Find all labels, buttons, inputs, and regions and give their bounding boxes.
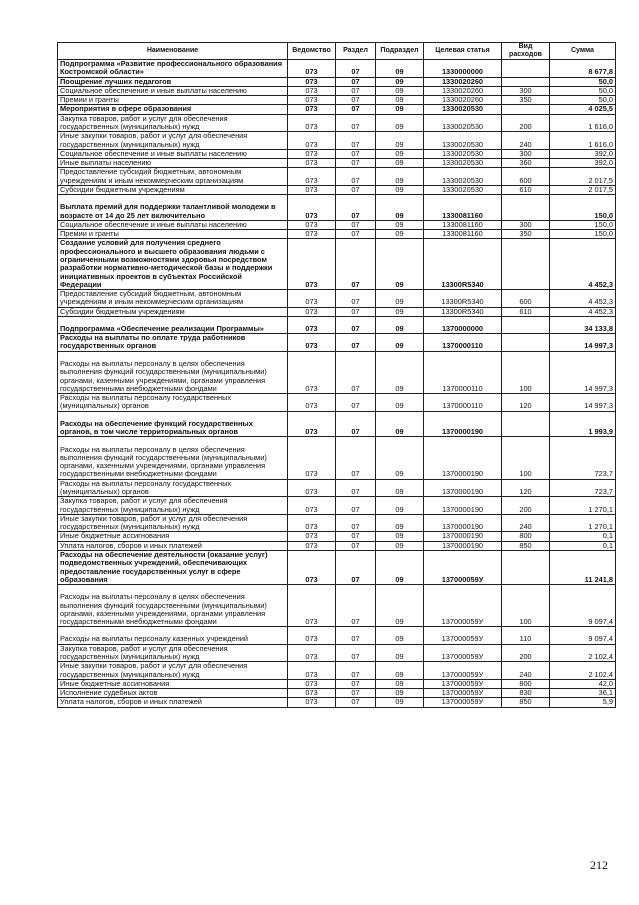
row-department-cell: 073 xyxy=(288,437,336,479)
row-name-cell: Мероприятия в сфере образования xyxy=(58,105,288,114)
row-name-cell: Иные закупки товаров, работ и услуг для обеспечения государственных (муниципальных) нужд xyxy=(58,662,288,680)
row-expense-kind-cell: 120 xyxy=(502,479,550,497)
table-row xyxy=(58,86,616,95)
row-expense-kind-cell xyxy=(502,239,550,290)
row-subsection-cell: 09 xyxy=(376,132,424,150)
row-sum-cell: 0,1 xyxy=(550,532,616,541)
row-expense-kind-cell: 110 xyxy=(502,627,550,644)
row-expense-kind-cell xyxy=(502,60,550,78)
row-name-cell: Создание условий для получения среднего профессионального и высшего образования людьми с ограниченными возможностями здоровья посредством разработки нормативно-методической базы и поддержки инициативных проектов в субъектах Российской Федерации xyxy=(58,239,288,290)
row-target-article-cell: 1370000000 xyxy=(424,316,502,333)
row-section-cell: 07 xyxy=(336,230,376,239)
row-sum-cell: 34 133,8 xyxy=(550,316,616,333)
row-name-cell: Субсидии бюджетным учреждениям xyxy=(58,307,288,316)
row-sum-cell: 150,0 xyxy=(550,220,616,229)
row-sum-cell: 723,7 xyxy=(550,479,616,497)
table-row xyxy=(58,316,616,333)
row-subsection-cell: 09 xyxy=(376,230,424,239)
row-section-cell: 07 xyxy=(336,334,376,352)
table-row xyxy=(58,532,616,541)
row-sum-cell: 723,7 xyxy=(550,437,616,479)
table-row xyxy=(58,168,616,186)
row-sum-cell: 36,1 xyxy=(550,689,616,698)
row-name-cell: Уплата налогов, сборов и иных платежей xyxy=(58,541,288,550)
row-target-article-cell: 137000059У xyxy=(424,698,502,707)
row-name-cell: Иные выплаты населению xyxy=(58,159,288,168)
row-section-cell: 07 xyxy=(336,679,376,688)
table-row xyxy=(58,541,616,550)
table-row xyxy=(58,627,616,644)
table-row xyxy=(58,644,616,662)
row-name-cell: Субсидии бюджетным учреждениям xyxy=(58,185,288,194)
row-section-cell: 07 xyxy=(336,550,376,584)
row-target-article-cell: 13300R5340 xyxy=(424,307,502,316)
row-expense-kind-cell: 240 xyxy=(502,662,550,680)
row-sum-cell: 5,9 xyxy=(550,698,616,707)
row-expense-kind-cell: 120 xyxy=(502,394,550,412)
row-department-cell: 073 xyxy=(288,159,336,168)
row-sum-cell: 2 017,5 xyxy=(550,185,616,194)
row-department-cell: 073 xyxy=(288,514,336,532)
row-section-cell: 07 xyxy=(336,316,376,333)
row-sum-cell: 392,0 xyxy=(550,159,616,168)
row-subsection-cell: 09 xyxy=(376,105,424,114)
row-expense-kind-cell: 300 xyxy=(502,220,550,229)
row-department-cell: 073 xyxy=(288,195,336,221)
row-section-cell: 07 xyxy=(336,394,376,412)
row-target-article-cell: 1370000190 xyxy=(424,497,502,515)
row-sum-cell: 50,0 xyxy=(550,86,616,95)
table-row xyxy=(58,334,616,352)
row-department-cell: 073 xyxy=(288,689,336,698)
row-department-cell: 073 xyxy=(288,220,336,229)
row-subsection-cell: 09 xyxy=(376,662,424,680)
row-name-cell: Расходы на обеспечение деятельности (оказание услуг) подведомственных учреждений, обеспечивающих предоставление государственных услуг в сфере образования xyxy=(58,550,288,584)
row-target-article-cell: 1330020530 xyxy=(424,149,502,158)
row-target-article-cell: 1330020530 xyxy=(424,159,502,168)
row-section-cell: 07 xyxy=(336,77,376,86)
row-department-cell: 073 xyxy=(288,497,336,515)
row-sum-cell: 1 270,1 xyxy=(550,497,616,515)
row-section-cell: 07 xyxy=(336,159,376,168)
page-number: 212 xyxy=(590,858,608,872)
row-expense-kind-cell: 800 xyxy=(502,679,550,688)
row-name-cell: Иные бюджетные ассигнования xyxy=(58,532,288,541)
table-row xyxy=(58,679,616,688)
row-subsection-cell: 09 xyxy=(376,689,424,698)
table-row xyxy=(58,195,616,221)
row-subsection-cell: 09 xyxy=(376,149,424,158)
row-name-cell: Расходы на выплаты персоналу казенных учреждений xyxy=(58,627,288,644)
row-section-cell: 07 xyxy=(336,479,376,497)
table-row xyxy=(58,185,616,194)
row-target-article-cell: 13300R5340 xyxy=(424,239,502,290)
row-subsection-cell: 09 xyxy=(376,585,424,627)
row-subsection-cell: 09 xyxy=(376,239,424,290)
row-department-cell: 073 xyxy=(288,290,336,308)
table-row xyxy=(58,307,616,316)
row-department-cell: 073 xyxy=(288,479,336,497)
row-target-article-cell: 1330081160 xyxy=(424,230,502,239)
row-subsection-cell: 09 xyxy=(376,627,424,644)
row-subsection-cell: 09 xyxy=(376,532,424,541)
row-expense-kind-cell xyxy=(502,550,550,584)
table-row xyxy=(58,437,616,479)
row-subsection-cell: 09 xyxy=(376,96,424,105)
header-subsection: Подраздел xyxy=(376,43,424,60)
table-row xyxy=(58,550,616,584)
row-section-cell: 07 xyxy=(336,585,376,627)
row-name-cell: Закупка товаров, работ и услуг для обеспечения государственных (муниципальных) нужд xyxy=(58,644,288,662)
row-expense-kind-cell xyxy=(502,195,550,221)
row-name-cell: Предоставление субсидий бюджетным, автономным учреждениям и иным некоммерческим организациям xyxy=(58,168,288,186)
row-name-cell: Социальное обеспечение и иные выплаты населению xyxy=(58,149,288,158)
row-expense-kind-cell: 360 xyxy=(502,159,550,168)
table-row xyxy=(58,105,616,114)
row-expense-kind-cell xyxy=(502,316,550,333)
row-expense-kind-cell: 600 xyxy=(502,290,550,308)
row-expense-kind-cell xyxy=(502,105,550,114)
row-department-cell: 073 xyxy=(288,77,336,86)
table-row xyxy=(58,159,616,168)
row-expense-kind-cell: 100 xyxy=(502,437,550,479)
row-subsection-cell: 09 xyxy=(376,195,424,221)
row-target-article-cell: 1330020530 xyxy=(424,168,502,186)
table-row xyxy=(58,411,616,437)
row-department-cell: 073 xyxy=(288,86,336,95)
row-sum-cell: 4 452,3 xyxy=(550,290,616,308)
row-sum-cell: 14 997,3 xyxy=(550,351,616,393)
row-expense-kind-cell: 350 xyxy=(502,96,550,105)
row-target-article-cell: 137000059У xyxy=(424,662,502,680)
table-row xyxy=(58,394,616,412)
table-row xyxy=(58,290,616,308)
row-sum-cell: 1 616,0 xyxy=(550,132,616,150)
row-name-cell: Уплата налогов, сборов и иных платежей xyxy=(58,698,288,707)
row-expense-kind-cell: 200 xyxy=(502,497,550,515)
row-name-cell: Социальное обеспечение и иные выплаты населению xyxy=(58,220,288,229)
row-subsection-cell: 09 xyxy=(376,351,424,393)
table-row xyxy=(58,662,616,680)
row-name-cell: Исполнение судебных актов xyxy=(58,689,288,698)
row-name-cell: Расходы на выплаты по оплате труда работников государственных органов xyxy=(58,334,288,352)
row-subsection-cell: 09 xyxy=(376,307,424,316)
row-name-cell: Расходы на выплаты персоналу в целях обеспечения выполнения функций государственными (муниципальными) органами, казенными учреждениями, органами управления государственными внебюджетными фондами xyxy=(58,351,288,393)
row-target-article-cell: 1330081160 xyxy=(424,195,502,221)
row-department-cell: 073 xyxy=(288,230,336,239)
header-expense-kind: Вид расходов xyxy=(502,43,550,60)
row-section-cell: 07 xyxy=(336,497,376,515)
row-target-article-cell: 1330020530 xyxy=(424,105,502,114)
row-target-article-cell: 1330020260 xyxy=(424,86,502,95)
row-expense-kind-cell: 100 xyxy=(502,585,550,627)
table-row xyxy=(58,96,616,105)
row-name-cell: Иные закупки товаров, работ и услуг для обеспечения государственных (муниципальных) нужд xyxy=(58,132,288,150)
row-subsection-cell: 09 xyxy=(376,541,424,550)
row-subsection-cell: 09 xyxy=(376,316,424,333)
row-section-cell: 07 xyxy=(336,307,376,316)
row-department-cell: 073 xyxy=(288,351,336,393)
row-department-cell: 073 xyxy=(288,149,336,158)
row-section-cell: 07 xyxy=(336,532,376,541)
row-target-article-cell: 137000059У xyxy=(424,585,502,627)
row-section-cell: 07 xyxy=(336,185,376,194)
row-name-cell: Предоставление субсидий бюджетным, автономным учреждениям и иным некоммерческим организациям xyxy=(58,290,288,308)
row-section-cell: 07 xyxy=(336,105,376,114)
row-expense-kind-cell: 300 xyxy=(502,149,550,158)
row-sum-cell: 2 102,4 xyxy=(550,662,616,680)
row-name-cell: Закупка товаров, работ и услуг для обеспечения государственных (муниципальных) нужд xyxy=(58,114,288,132)
row-expense-kind-cell: 830 xyxy=(502,689,550,698)
row-expense-kind-cell: 200 xyxy=(502,114,550,132)
row-sum-cell: 50,0 xyxy=(550,77,616,86)
row-sum-cell: 150,0 xyxy=(550,195,616,221)
row-expense-kind-cell: 850 xyxy=(502,698,550,707)
table-row xyxy=(58,585,616,627)
row-sum-cell: 1 270,1 xyxy=(550,514,616,532)
row-department-cell: 073 xyxy=(288,316,336,333)
row-subsection-cell: 09 xyxy=(376,514,424,532)
row-name-cell: Подпрограмма «Развитие профессионального образования Костромской области» xyxy=(58,60,288,78)
row-department-cell: 073 xyxy=(288,627,336,644)
table-row xyxy=(58,514,616,532)
table-row xyxy=(58,479,616,497)
row-sum-cell: 8 677,8 xyxy=(550,60,616,78)
row-name-cell: Поощрение лучших педагогов xyxy=(58,77,288,86)
row-target-article-cell: 1370000190 xyxy=(424,514,502,532)
row-sum-cell: 50,0 xyxy=(550,96,616,105)
row-subsection-cell: 09 xyxy=(376,220,424,229)
table-row xyxy=(58,60,616,78)
row-name-cell: Расходы на выплаты персоналу в целях обеспечения выполнения функций государственными (муниципальными) органами, казенными учреждениями, органами управления государственными внебюджетными фондами xyxy=(58,437,288,479)
row-expense-kind-cell: 850 xyxy=(502,541,550,550)
row-sum-cell: 14 997,3 xyxy=(550,394,616,412)
row-name-cell: Премии и гранты xyxy=(58,96,288,105)
row-department-cell: 073 xyxy=(288,532,336,541)
row-sum-cell: 4 452,3 xyxy=(550,239,616,290)
table-body xyxy=(58,60,616,708)
header-department: Ведомство xyxy=(288,43,336,60)
row-section-cell: 07 xyxy=(336,662,376,680)
header-section: Раздел xyxy=(336,43,376,60)
row-expense-kind-cell: 300 xyxy=(502,86,550,95)
row-name-cell: Расходы на выплаты персоналу государственных (муниципальных) органов xyxy=(58,394,288,412)
table-row xyxy=(58,239,616,290)
row-name-cell: Подпрограмма «Обеспечение реализации Программы» xyxy=(58,316,288,333)
row-name-cell: Расходы на обеспечение функций государственных органов, в том числе территориальных органов xyxy=(58,411,288,437)
row-section-cell: 07 xyxy=(336,290,376,308)
row-subsection-cell: 09 xyxy=(376,479,424,497)
table-row xyxy=(58,149,616,158)
row-department-cell: 073 xyxy=(288,168,336,186)
row-target-article-cell: 1370000110 xyxy=(424,394,502,412)
row-subsection-cell: 09 xyxy=(376,290,424,308)
row-department-cell: 073 xyxy=(288,585,336,627)
row-sum-cell: 4 452,3 xyxy=(550,307,616,316)
row-section-cell: 07 xyxy=(336,168,376,186)
row-expense-kind-cell: 240 xyxy=(502,132,550,150)
row-target-article-cell: 137000059У xyxy=(424,627,502,644)
row-subsection-cell: 09 xyxy=(376,159,424,168)
header-name: Наименование xyxy=(58,43,288,60)
row-department-cell: 073 xyxy=(288,541,336,550)
table-header-row xyxy=(58,43,616,60)
row-name-cell: Расходы на выплаты персоналу в целях обеспечения выполнения функций государственными (муниципальными) органами, казенными учреждениями, органами управления государственными внебюджетными фондами xyxy=(58,585,288,627)
table-row xyxy=(58,220,616,229)
table-row xyxy=(58,497,616,515)
row-subsection-cell: 09 xyxy=(376,644,424,662)
row-department-cell: 073 xyxy=(288,679,336,688)
row-subsection-cell: 09 xyxy=(376,114,424,132)
row-department-cell: 073 xyxy=(288,239,336,290)
row-section-cell: 07 xyxy=(336,689,376,698)
row-section-cell: 07 xyxy=(336,239,376,290)
row-department-cell: 073 xyxy=(288,60,336,78)
row-expense-kind-cell: 600 xyxy=(502,168,550,186)
row-sum-cell: 11 241,8 xyxy=(550,550,616,584)
row-sum-cell: 1 993,9 xyxy=(550,411,616,437)
row-target-article-cell: 13300R5340 xyxy=(424,290,502,308)
row-subsection-cell: 09 xyxy=(376,168,424,186)
row-target-article-cell: 1370000190 xyxy=(424,411,502,437)
row-target-article-cell: 1330000000 xyxy=(424,60,502,78)
row-department-cell: 073 xyxy=(288,644,336,662)
row-target-article-cell: 1370000190 xyxy=(424,479,502,497)
row-expense-kind-cell: 800 xyxy=(502,532,550,541)
row-expense-kind-cell xyxy=(502,77,550,86)
row-subsection-cell: 09 xyxy=(376,698,424,707)
row-target-article-cell: 1330081160 xyxy=(424,220,502,229)
row-expense-kind-cell: 610 xyxy=(502,185,550,194)
header-sum: Сумма xyxy=(550,43,616,60)
row-expense-kind-cell: 350 xyxy=(502,230,550,239)
row-name-cell: Выплата премий для поддержки талантливой молодежи в возрасте от 14 до 25 лет включительно xyxy=(58,195,288,221)
row-department-cell: 073 xyxy=(288,550,336,584)
budget-table xyxy=(57,42,616,708)
row-subsection-cell: 09 xyxy=(376,334,424,352)
row-sum-cell: 150,0 xyxy=(550,230,616,239)
row-department-cell: 073 xyxy=(288,662,336,680)
row-section-cell: 07 xyxy=(336,114,376,132)
row-sum-cell: 9 097,4 xyxy=(550,585,616,627)
row-subsection-cell: 09 xyxy=(376,679,424,688)
row-section-cell: 07 xyxy=(336,96,376,105)
row-subsection-cell: 09 xyxy=(376,185,424,194)
row-department-cell: 073 xyxy=(288,114,336,132)
row-department-cell: 073 xyxy=(288,394,336,412)
row-section-cell: 07 xyxy=(336,220,376,229)
row-department-cell: 073 xyxy=(288,105,336,114)
row-sum-cell: 42,0 xyxy=(550,679,616,688)
row-target-article-cell: 137000059У xyxy=(424,550,502,584)
table-row xyxy=(58,689,616,698)
row-sum-cell: 9 097,4 xyxy=(550,627,616,644)
row-section-cell: 07 xyxy=(336,437,376,479)
row-expense-kind-cell: 610 xyxy=(502,307,550,316)
row-sum-cell: 4 025,5 xyxy=(550,105,616,114)
row-sum-cell: 1 616,0 xyxy=(550,114,616,132)
row-target-article-cell: 137000059У xyxy=(424,679,502,688)
row-expense-kind-cell: 100 xyxy=(502,351,550,393)
row-sum-cell: 392,0 xyxy=(550,149,616,158)
header-target-article: Целевая статья xyxy=(424,43,502,60)
row-department-cell: 073 xyxy=(288,307,336,316)
row-name-cell: Иные бюджетные ассигнования xyxy=(58,679,288,688)
row-department-cell: 073 xyxy=(288,185,336,194)
row-subsection-cell: 09 xyxy=(376,77,424,86)
row-section-cell: 07 xyxy=(336,351,376,393)
row-target-article-cell: 1330020260 xyxy=(424,96,502,105)
row-department-cell: 073 xyxy=(288,132,336,150)
row-section-cell: 07 xyxy=(336,644,376,662)
row-target-article-cell: 1370000190 xyxy=(424,437,502,479)
row-target-article-cell: 1370000110 xyxy=(424,351,502,393)
row-department-cell: 073 xyxy=(288,334,336,352)
row-subsection-cell: 09 xyxy=(376,497,424,515)
row-section-cell: 07 xyxy=(336,541,376,550)
row-name-cell: Иные закупки товаров, работ и услуг для обеспечения государственных (муниципальных) нужд xyxy=(58,514,288,532)
row-name-cell: Закупка товаров, работ и услуг для обеспечения государственных (муниципальных) нужд xyxy=(58,497,288,515)
row-section-cell: 07 xyxy=(336,60,376,78)
row-expense-kind-cell: 200 xyxy=(502,644,550,662)
row-sum-cell: 0,1 xyxy=(550,541,616,550)
row-target-article-cell: 1370000110 xyxy=(424,334,502,352)
row-name-cell: Социальное обеспечение и иные выплаты населению xyxy=(58,86,288,95)
row-target-article-cell: 1370000190 xyxy=(424,541,502,550)
row-target-article-cell: 1330020530 xyxy=(424,114,502,132)
row-section-cell: 07 xyxy=(336,86,376,95)
row-subsection-cell: 09 xyxy=(376,86,424,95)
row-expense-kind-cell: 240 xyxy=(502,514,550,532)
row-section-cell: 07 xyxy=(336,195,376,221)
row-target-article-cell: 1330020530 xyxy=(424,185,502,194)
table-row xyxy=(58,351,616,393)
row-target-article-cell: 1330020260 xyxy=(424,77,502,86)
row-target-article-cell: 137000059У xyxy=(424,644,502,662)
table-row xyxy=(58,230,616,239)
row-sum-cell: 2 102,4 xyxy=(550,644,616,662)
row-target-article-cell: 1330020530 xyxy=(424,132,502,150)
row-section-cell: 07 xyxy=(336,514,376,532)
table-row xyxy=(58,132,616,150)
row-subsection-cell: 09 xyxy=(376,437,424,479)
row-target-article-cell: 1370000190 xyxy=(424,532,502,541)
row-name-cell: Премии и гранты xyxy=(58,230,288,239)
row-sum-cell: 2 017,5 xyxy=(550,168,616,186)
row-target-article-cell: 137000059У xyxy=(424,689,502,698)
row-subsection-cell: 09 xyxy=(376,550,424,584)
row-sum-cell: 14 997,3 xyxy=(550,334,616,352)
row-expense-kind-cell xyxy=(502,334,550,352)
row-expense-kind-cell xyxy=(502,411,550,437)
table-row xyxy=(58,114,616,132)
table-row xyxy=(58,77,616,86)
row-section-cell: 07 xyxy=(336,627,376,644)
row-section-cell: 07 xyxy=(336,698,376,707)
row-subsection-cell: 09 xyxy=(376,60,424,78)
row-name-cell: Расходы на выплаты персоналу государственных (муниципальных) органов xyxy=(58,479,288,497)
row-department-cell: 073 xyxy=(288,698,336,707)
row-section-cell: 07 xyxy=(336,132,376,150)
row-department-cell: 073 xyxy=(288,411,336,437)
row-section-cell: 07 xyxy=(336,411,376,437)
row-subsection-cell: 09 xyxy=(376,411,424,437)
row-subsection-cell: 09 xyxy=(376,394,424,412)
row-section-cell: 07 xyxy=(336,149,376,158)
table-row xyxy=(58,698,616,707)
row-department-cell: 073 xyxy=(288,96,336,105)
